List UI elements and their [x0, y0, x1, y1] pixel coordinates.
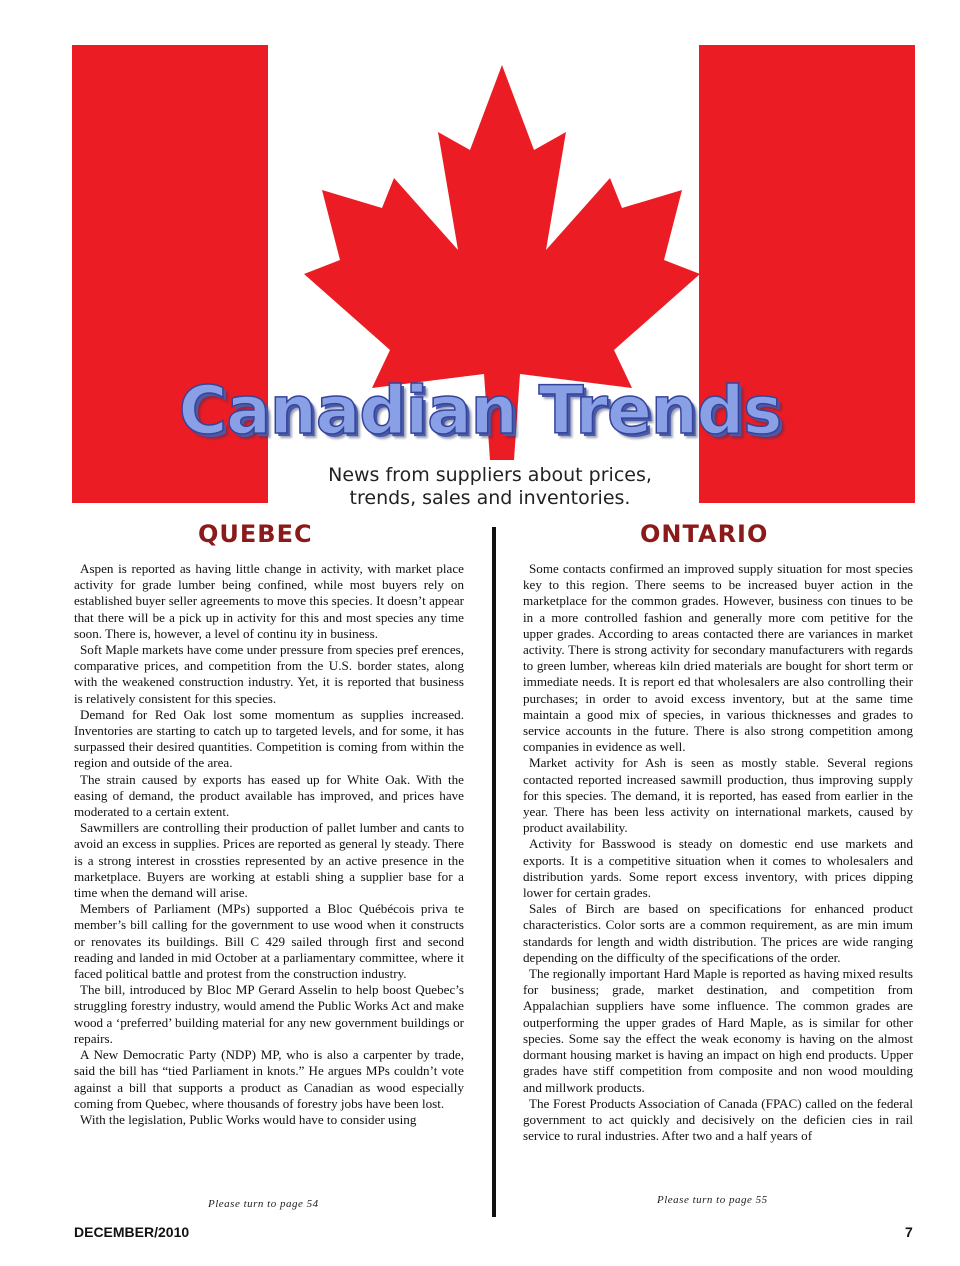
- ontario-paragraph: The Forest Products Association of Canada (FPAC) called on the federal government to act quickly and decisively on the deficien cies in rail service to rural industries. After two and a half years of: [523, 1095, 913, 1144]
- column-divider: [492, 527, 496, 1217]
- masthead-title: Canadian Trends: [178, 372, 782, 449]
- quebec-heading: QUEBEC: [198, 520, 313, 548]
- ontario-paragraph: Market activity for Ash is seen as mostly stable. Several regions contacted reported increased sawmill production, thus improving supply for this species. The demand, it is reported, has eased from earlier in the year. There has been less activity on international markets, caused by product availability.: [523, 755, 913, 836]
- page-number: 7: [905, 1224, 913, 1240]
- quebec-paragraph: The bill, introduced by Bloc MP Gerard Asselin to help boost Quebec’s struggling forestry industry, would amend the Public Works Act and make wood a ‘preferred’ building material for any new government buildings or repairs.: [74, 982, 464, 1046]
- ontario-paragraph: Activity for Basswood is steady on domestic end use markets and exports. It is a competitive situation when it comes to wholesalers and distribution yards. Some report excess inventory, with prices dipping lower for certain grades.: [523, 836, 913, 901]
- quebec-paragraph: The strain caused by exports has eased up for White Oak. With the easing of demand, the product available has improved, and prices have moderated to a certain extent.: [74, 771, 464, 820]
- ontario-paragraph: The regionally important Hard Maple is reported as having mixed results for business; grade, market destination, and competition from Appalachian suppliers have some influence. The common grades are outperforming the upper grades of Hard Maple, as is similar for other species. Some say the effect the weak economy is having on the almost dormant housing market is having an impact on high end products. Upper grades have stiff competition from composite and non wood moulding and millwork products.: [523, 966, 913, 1095]
- quebec-continued-note: Please turn to page 54: [208, 1198, 319, 1210]
- subtitle-line: News from suppliers about prices,: [328, 464, 652, 486]
- ontario-column: [523, 561, 913, 1144]
- quebec-paragraph: Members of Parliament (MPs) supported a Bloc Québécois priva te member’s bill calling for the government to use wood when it constructs or renovates its buildings. Bill C 429 sailed through first and second reading and landed in mid October at a parliamentary committee, where it faced political battle and protest from the construction industry.: [74, 901, 464, 982]
- quebec-paragraph: Sawmillers are controlling their production of pallet lumber and cants to avoid an excess in supplies. Prices are reported as general ly steady. There is a strong interest in crossties represented by an active presence in the marketplace. Buyers are working at establi shing a supplier base for a time when the demand will arise.: [74, 820, 464, 901]
- ontario-paragraph: Some contacts confirmed an improved supply situation for most species key to this region. There seems to be increased buyer action in the marketplace for the common grades. However, business con tinues to be in a more controlled fashion and generally more com petitive for the upper grades. According to areas contacted there are variances in market activity. There is strong activity for secondary manufacturers with regards to green lumber, whereas kiln dried materials are bought for short term or immediate needs. It is report ed that wholesalers are also controlling their purchases; in order to avoid excess inventory, but at the same time maintain a good mix of species, in various thicknesses and grades to service accounts in the future. There is also strong competition among companies in evidence as well.: [523, 561, 913, 755]
- masthead-subtitle: [0, 464, 960, 510]
- issue-date: DECEMBER/2010: [74, 1224, 190, 1240]
- quebec-column: [74, 561, 464, 1128]
- quebec-paragraph: With the legislation, Public Works would have to consider using: [80, 1111, 417, 1127]
- ontario-paragraph: Sales of Birch are based on specifications for enhanced product characteristics. Color sorts are a common requirement, as are min imum standards for length and width distribution. The prices are wide ranging depending on the difficulty of the specifications of the order.: [523, 901, 913, 965]
- quebec-paragraph: Aspen is reported as having little change in activity, with market place activity for grade lumber being confined, while most buyers rely on established buyer seller agreements to move this species. It doesn’t appear that there will be a pick up in activity for this and most species any time soon. There is, however, a level of continu ity in business.: [74, 561, 464, 641]
- quebec-paragraph: A New Democratic Party (NDP) MP, who is also a carpenter by trade, said the bill has “tied Parliament in knots.” He argues MPs couldn’t vote against a bill that supports a product as Canadian as wood especially coming from Quebec, where thousands of forestry jobs have been lost.: [74, 1047, 464, 1111]
- quebec-paragraph: Soft Maple markets have come under pressure from species pref erences, comparative prices, and competition from the U.S. border states, along with the weakened construction industry. Yet, it is reported that business is relatively consistent for this species.: [74, 642, 464, 706]
- ontario-continued-note: Please turn to page 55: [657, 1194, 768, 1206]
- subtitle-line: trends, sales and inventories.: [349, 487, 631, 509]
- ontario-heading: ONTARIO: [640, 520, 769, 548]
- quebec-paragraph: Demand for Red Oak lost some momentum as supplies increased. Inventories are starting to catch up to targeted levels, and for some, it has surpassed their desired quantities. Competition is coming from within the region and outside of the area.: [74, 706, 464, 771]
